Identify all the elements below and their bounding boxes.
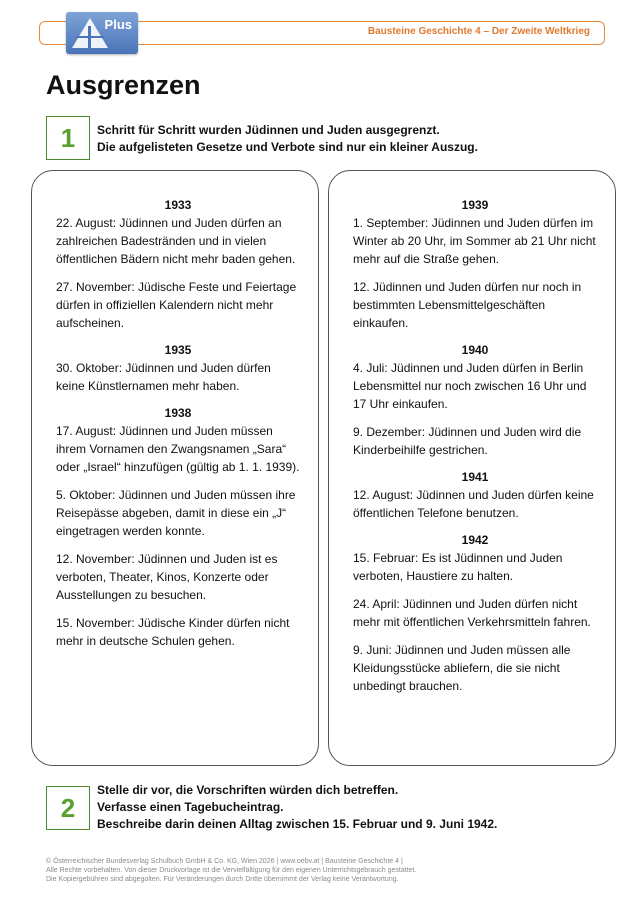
timeline-entry: 15. Februar: Es ist Jüdinnen und Juden verboten, Haustiere zu halten. [353,551,563,583]
timeline-entry: 17. August: Jüdinnen und Juden müssen ihrem Vornamen den Zwangsnamen „Sara“ oder „Israel“ hinzufügen (gültig ab 1. 1. 1939). [56,424,300,474]
footer-line: Alle Rechte vorbehalten. Von dieser Druckvorlage ist die Vervielfältigung für den eigenen Unterrichtsgebrauch gestattet. [46,867,417,874]
timeline-entry: 5. Oktober: Jüdinnen und Juden müssen ihre Reisepässe abgeben, damit in diese ein „J“ eingetragen werden konnte. [56,488,296,538]
year-heading: 1939 [461,198,489,212]
timeline-entry: 9. Dezember: Jüdinnen und Juden wird die Kinderbeihilfe gestrichen. [353,425,582,457]
plus-logo [66,12,138,54]
task-1-text [97,122,478,156]
task-1-line: Schritt für Schritt wurden Jüdinnen und Juden ausgegrenzt. [97,123,440,137]
year-heading: 1935 [164,343,192,357]
timeline-entry: 4. Juli: Jüdinnen und Juden dürfen in Berlin Lebensmittel nur noch zwischen 16 Uhr und 17 Uhr einkaufen. [353,361,587,411]
year-heading: 1938 [164,406,192,420]
timeline-entry: 12. November: Jüdinnen und Juden ist es verboten, Theater, Kinos, Konzerte oder Ausstellungen zu besuchen. [56,552,278,602]
task-number-1: 1 [46,116,90,160]
footer-line: © Österreichischer Bundesverlag Schulbuch GmbH & Co. KG, Wien 2026 | www.oebv.at | Bausteine Geschichte 4 | [46,858,403,865]
year-heading: 1941 [461,470,489,484]
year-heading: 1940 [461,343,489,357]
task-number-2: 2 [46,786,90,830]
year-heading: 1933 [164,198,192,212]
task-1-line: Die aufgelisteten Gesetze und Verbote sind nur ein kleiner Auszug. [97,140,478,154]
page-title: Ausgrenzen [46,70,201,100]
timeline-panel-left [31,170,319,766]
task-2-text [97,782,497,833]
task-2-line: Beschreibe darin deinen Alltag zwischen 15. Februar und 9. Juni 1942. [97,817,498,831]
timeline-entry: 12. Jüdinnen und Juden dürfen nur noch in bestimmten Lebensmittelgeschäften einkaufen. [353,280,582,330]
timeline-entry: 27. November: Jüdische Feste und Feiertage dürfen in offiziellen Kalendern nicht mehr aufscheinen. [56,280,297,330]
timeline-panel-right [328,170,616,766]
timeline-entry: 1. September: Jüdinnen und Juden dürfen im Winter ab 20 Uhr, im Sommer ab 21 Uhr nicht mehr auf die Straße gehen. [353,216,596,266]
timeline-entry: 15. November: Jüdische Kinder dürfen nicht mehr in deutsche Schulen gehen. [56,616,290,648]
timeline-entry: 12. August: Jüdinnen und Juden dürfen keine öffentlichen Telefone benutzen. [353,488,594,520]
task-2-line: Verfasse einen Tagebucheintrag. [97,800,284,814]
timeline-entry: 24. April: Jüdinnen und Juden dürfen nicht mehr mit öffentlichen Verkehrsmitteln fahren. [353,597,591,629]
timeline-entry: 22. August: Jüdinnen und Juden dürfen an zahlreichen Badestränden und in vielen öffentlichen Bädern nicht mehr baden gehen. [56,216,296,266]
copyright-footer [46,857,416,884]
logo-text: Plus [104,17,132,32]
series-title: Bausteine Geschichte 4 – Der Zweite Weltkrieg [367,26,590,37]
year-heading: 1942 [461,533,489,547]
timeline-entry: 9. Juni: Jüdinnen und Juden müssen alle Kleidungsstücke abliefern, die sie nicht unbedingt brauchen. [353,643,571,693]
task-2-line: Stelle dir vor, die Vorschriften würden dich betreffen. [97,783,399,797]
timeline-entry: 30. Oktober: Jüdinnen und Juden dürfen keine Künstlernamen mehr haben. [56,361,271,393]
footer-line: Die Kopiergebühren sind abgegolten. Für Veränderungen durch Dritte übernimmt der Verlag keine Verantwortung. [46,876,399,883]
